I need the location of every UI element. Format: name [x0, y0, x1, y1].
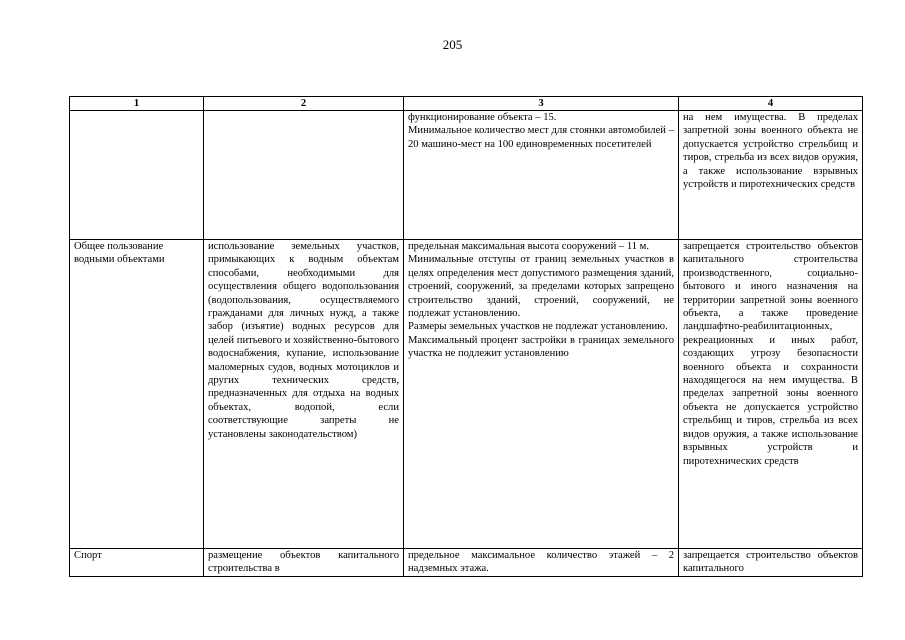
cell-text: функционирование объекта – 15.: [408, 112, 557, 123]
cell-text: Минимальное количество мест для стоянки автомобилей – 20 машино-мест на 100 единовременных посетителей: [408, 125, 674, 150]
cell-text: запрещается строительство объектов капитального: [683, 550, 858, 575]
cell-text: размещение объектов капитального строительства в: [208, 550, 399, 575]
table-row: [70, 549, 863, 577]
cell-text: использование земельных участков, примыкающих к водным объектам способами, необходимыми для осуществления общего водопользования (водопользования, осуществляемого гражданами для личных нужд, а также забор (изъятие) водных ресурсов для целей питьевого и хозяйственно-бытового водоснабжения, купание, использование маломерных судов, водных мотоциклов и других технических средств, предназначенных для отдыха на водных объектах, водопой, если соответствующие запреты не установлены законодательством): [208, 241, 399, 440]
table-row: [70, 111, 863, 240]
cell-parameters: [404, 240, 679, 549]
column-header-1: 1: [70, 97, 204, 111]
page-number: 205: [442, 37, 463, 52]
table-header-row: [70, 97, 863, 111]
cell-text: Размеры земельных участков не подлежат установлению.: [408, 321, 668, 333]
cell-parameters: [404, 111, 679, 240]
cell-text: на нем имущества. В пределах запретной зоны военного объекта не допускается устройство стрельбищ и тиров, стрельба из всех видов оружия, а также использование взрывных устройств и пиротехнических средств: [683, 112, 858, 191]
regulations-table: [69, 96, 863, 577]
cell-text: запрещается строительство объектов капитального строительства производственного, социально-бытового и иного назначения на территории запретной зоны военного объекта, а также проведение ландшафтно-реабилитационных, рекреационных и иных работ, создающих угрозу безопасности военного объекта и сохранности находящегося на нем имущества. В пределах запретной зоны военного объекта не допускается устройство стрельбищ и тиров, стрельба из всех видов оружия, а также использование взрывных устройств и пиротехнических средств: [683, 241, 858, 467]
cell-restrictions: [679, 111, 863, 240]
cell-use-type: [70, 111, 204, 240]
cell-text: Общее пользование водными объектами: [74, 241, 165, 266]
cell-use-description: [204, 549, 404, 577]
cell-text: Минимальные отступы от границ земельных участков в целях определения мест допустимого размещения зданий, строений, сооружений, за пределами которых запрещено строительство зданий, строений, сооружений, не подлежат установлению.: [408, 254, 674, 320]
cell-parameters: [404, 549, 679, 577]
cell-text: предельная максимальная высота сооружений – 11 м.: [408, 241, 650, 252]
cell-restrictions: [679, 549, 863, 577]
cell-text: Спорт: [74, 550, 102, 561]
column-header-2: 2: [204, 97, 404, 111]
table-row: [70, 240, 863, 549]
column-header-3: 3: [404, 97, 679, 111]
cell-restrictions: [679, 240, 863, 549]
cell-text: Максимальный процент застройки в границах земельного участка не подлежит установлению: [408, 334, 674, 360]
cell-use-type: [70, 549, 204, 577]
cell-use-type: [70, 240, 204, 549]
cell-use-description: [204, 111, 404, 240]
column-header-4: 4: [679, 97, 863, 111]
cell-use-description: [204, 240, 404, 549]
cell-text: предельное максимальное количество этажей – 2 надземных этажа.: [408, 550, 674, 575]
